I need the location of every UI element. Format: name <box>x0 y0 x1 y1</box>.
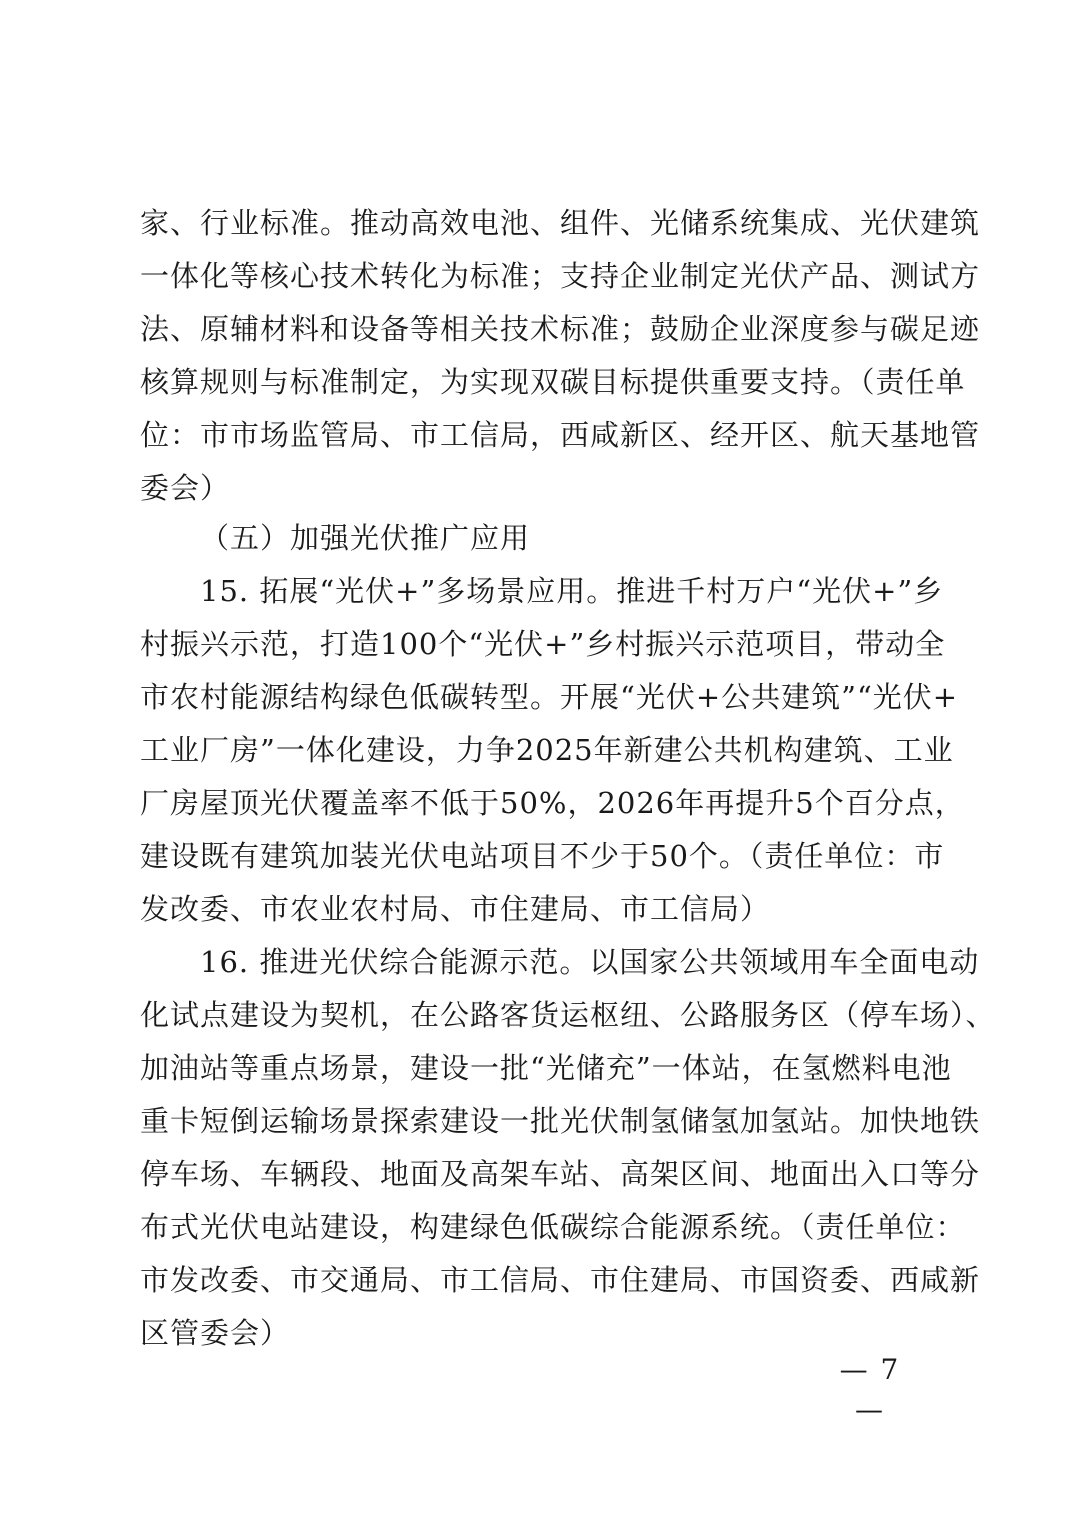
text-line: 停车场、车辆段、地面及高架车站、高架区间、地面出入口等分 <box>140 1157 981 1191</box>
text-line: 市发改委、市交通局、市工信局、市住建局、市国资委、西咸新 <box>140 1263 981 1297</box>
page-number: — 7 — <box>839 1353 901 1426</box>
paragraph-start: 15. 拓展“光伏+”多场景应用。推进千村万户“光伏+”乡 <box>200 574 944 608</box>
text-line: 化试点建设为契机，在公路客货运枢纽、公路服务区（停车场）、 <box>140 998 996 1032</box>
text-line: 重卡短倒运输场景探索建设一批光伏制氢储氢加氢站。加快地铁 <box>140 1104 981 1138</box>
text-line: 发改委、市农业农村局、市住建局、市工信局） <box>140 892 771 926</box>
text-line: 一体化等核心技术转化为标准；支持企业制定光伏产品、测试方 <box>140 259 981 293</box>
text-line: 区管委会） <box>140 1316 291 1350</box>
text-line: 厂房屋顶光伏覆盖率不低于50%，2026年再提升5个百分点， <box>140 786 965 820</box>
text-line: 家、行业标准。推动高效电池、组件、光储系统集成、光伏建筑 <box>140 206 981 240</box>
text-line: 法、原辅材料和设备等相关技术标准；鼓励企业深度参与碳足迹 <box>140 312 981 346</box>
text-line: 市农村能源结构绿色低碳转型。开展“光伏+公共建筑”“光伏+ <box>140 680 959 714</box>
paragraph-start: 16. 推进光伏综合能源示范。以国家公共领域用车全面电动 <box>200 945 980 979</box>
text-line: 加油站等重点场景，建设一批“光储充”一体站，在氢燃料电池 <box>140 1051 952 1085</box>
text-line: 位：市市场监管局、市工信局，西咸新区、经开区、航天基地管 <box>140 418 981 452</box>
text-line: 工业厂房”一体化建设，力争2025年新建公共机构建筑、工业 <box>140 733 954 767</box>
text-line: 布式光伏电站建设，构建绿色低碳综合能源系统。（责任单位： <box>140 1210 966 1244</box>
text-line: 建设既有建筑加装光伏电站项目不少于50个。（责任单位：市 <box>140 839 945 873</box>
text-line: 核算规则与标准制定，为实现双碳目标提供重要支持。（责任单 <box>140 365 966 399</box>
text-line: 村振兴示范，打造100个“光伏+”乡村振兴示范项目，带动全 <box>140 627 946 661</box>
text-line: 委会） <box>140 471 231 505</box>
section-heading: （五）加强光伏推广应用 <box>200 521 531 555</box>
